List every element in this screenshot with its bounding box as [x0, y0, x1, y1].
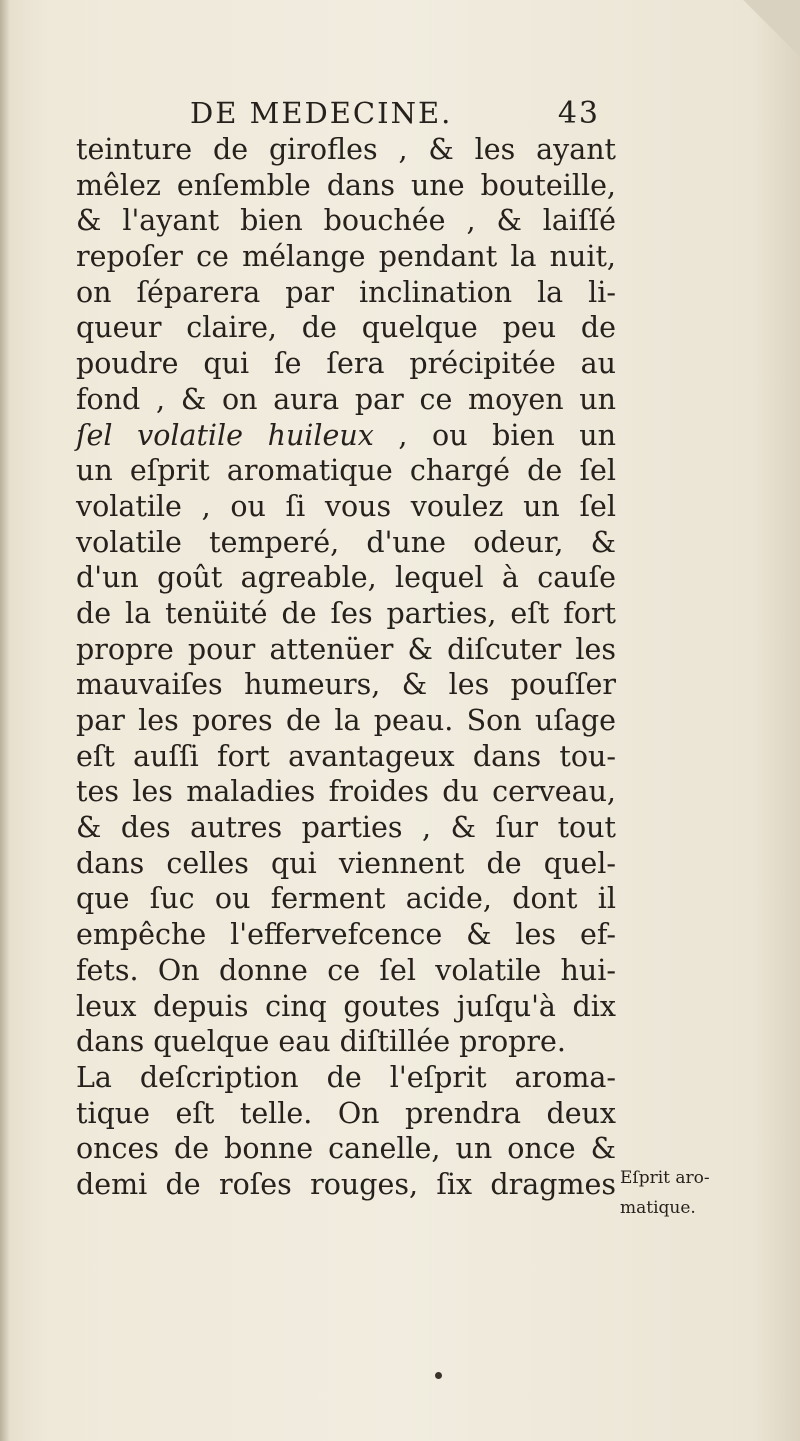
- text-line: leux depuis cinq goutes juſqu'à dix: [76, 989, 616, 1023]
- text-line: tes les maladies froides du cerveau,: [76, 775, 616, 809]
- text-line: poudre qui ſe ſera précipitée au: [76, 347, 616, 381]
- text-line: eſt auſſi fort avantageux dans tou-: [76, 739, 616, 773]
- text-line: La deſcription de l'eſprit aroma-: [76, 1060, 616, 1094]
- text-line: mauvaiſes humeurs, & les pouſſer: [76, 668, 616, 702]
- text-line: onces de bonne canelle, un once &: [76, 1132, 616, 1166]
- page-corner: [730, 0, 800, 70]
- text-line: d'un goût agreable, lequel à cauſe: [76, 561, 616, 595]
- running-title: DE MEDECINE.: [190, 96, 453, 130]
- body-text: [76, 132, 616, 1203]
- signature-dot: [435, 1372, 442, 1379]
- text-line: & des autres parties , & ſur tout: [76, 811, 616, 845]
- text-line: fond , & on aura par ce moyen un: [76, 382, 616, 416]
- text-line: dans celles qui viennent de quel-: [76, 846, 616, 880]
- text-line: par les pores de la peau. Son uſage: [76, 704, 616, 737]
- margin-note-line: Eſprit aro-: [620, 1168, 710, 1188]
- text-line: teinture de girofles , & les ayant: [76, 133, 616, 166]
- margin-note: [620, 1163, 796, 1223]
- text-line: & l'ayant bien bouchée , & laiſſé: [76, 204, 616, 238]
- text-line: un eſprit aromatique chargé de ſel: [76, 454, 616, 488]
- page-gutter-shadow: [0, 0, 10, 1441]
- text-line: volatile , ou ſi vous voulez un ſel: [76, 489, 616, 523]
- text-line: fets. On donne ce ſel volatile hui-: [76, 953, 616, 987]
- text-line: on ſéparera par inclination la li-: [76, 275, 616, 309]
- text-line: tique eſt telle. On prendra deux: [76, 1096, 616, 1130]
- text-line: demi de roſes rouges, ſix dragmes: [76, 1167, 616, 1201]
- text-line: mêlez enſemble dans une bouteille,: [76, 168, 616, 202]
- text-line: dans quelque eau diſtillée propre.: [76, 1025, 566, 1059]
- text-line: de la tenüité de ſes parties, eſt fort: [76, 596, 616, 630]
- page-header: [190, 96, 600, 136]
- text-line: ſel volatile huileux , ou bien un: [76, 418, 616, 452]
- text-line: queur claire, de quelque peu de: [76, 311, 616, 345]
- text-line: que ſuc ou ferment acide, dont il: [76, 882, 616, 916]
- text-line: propre pour attenüer & diſcuter les: [76, 632, 616, 666]
- text-line: volatile temperé, d'une odeur, &: [76, 525, 616, 559]
- page-number: 43: [557, 96, 600, 131]
- text-line: empêche l'effervefcence & les ef-: [76, 918, 616, 952]
- text-line: repoſer ce mélange pendant la nuit,: [76, 240, 616, 274]
- margin-note-line: matique.: [620, 1198, 696, 1218]
